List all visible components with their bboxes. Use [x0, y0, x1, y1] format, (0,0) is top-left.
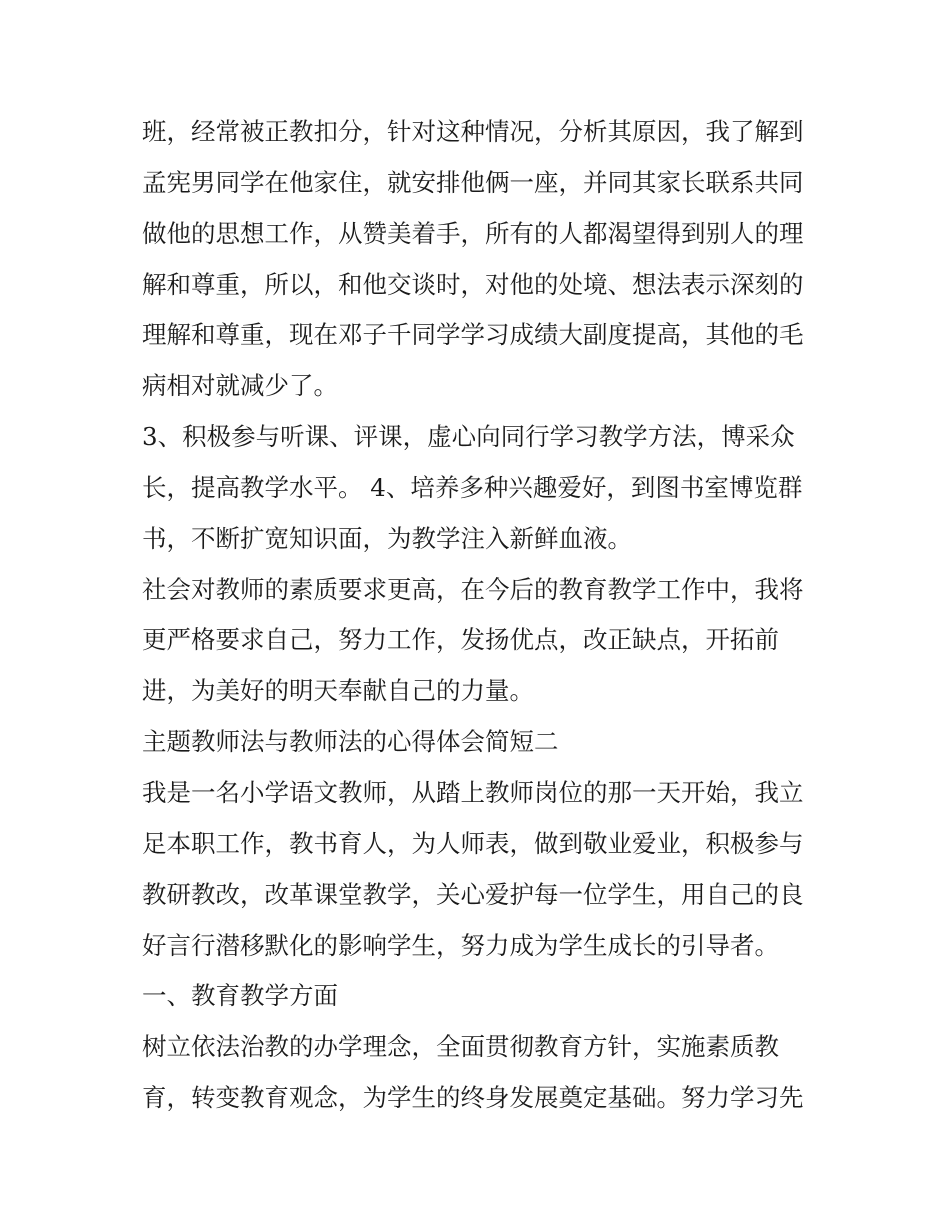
- text-line: 更严格要求自己，努力工作，发扬优点，改正缺点，开拓前: [142, 625, 779, 655]
- text-line: 社会对教师的素质要求更高，在今后的教育教学工作中，我将: [142, 574, 804, 604]
- text-line: 足本职工作，教书育人，为人师表，做到敬业爱业，积极参与: [142, 828, 804, 858]
- text-line: 病相对就减少了。: [142, 371, 338, 401]
- text-line: 做他的思想工作，从赞美着手，所有的人都渴望得到别人的理: [142, 218, 804, 248]
- section-title: 主题教师法与教师法的心得体会简短二: [142, 727, 559, 757]
- text-line: 书，不断扩宽知识面，为教学注入新鲜血液。: [142, 523, 632, 553]
- text-line: 进，为美好的明天奉献自己的力量。: [142, 676, 534, 706]
- section-heading: 一、教育教学方面: [142, 981, 338, 1011]
- text-line: 3、积极参与听课、评课，虚心向同行学习教学方法，博采众: [142, 422, 795, 452]
- document-body: [142, 107, 822, 1124]
- text-line: 长，提高教学水平。 4、培养多种兴趣爱好，到图书室博览群: [142, 472, 803, 502]
- text-line: 教研教改，改革课堂教学，关心爱护每一位学生，用自己的良: [142, 879, 804, 909]
- text-line: 好言行潜移默化的影响学生，努力成为学生成长的引导者。: [142, 930, 779, 960]
- text-line: 解和尊重，所以，和他交谈时，对他的处境、想法表示深刻的: [142, 269, 804, 299]
- text-line: 班，经常被正教扣分，针对这种情况，分析其原因，我了解到: [142, 117, 804, 146]
- text-line: 我是一名小学语文教师，从踏上教师岗位的那一天开始，我立: [142, 777, 804, 807]
- text-line: 孟宪男同学在他家住，就安排他俩一座，并同其家长联系共同: [142, 167, 804, 197]
- text-line: 育，转变教育观念，为学生的终身发展奠定基础。努力学习先: [142, 1083, 804, 1113]
- text-line: 理解和尊重，现在邓子千同学学习成绩大副度提高，其他的毛: [142, 320, 804, 350]
- text-line: 树立依法治教的办学理念，全面贯彻教育方针，实施素质教: [142, 1032, 779, 1062]
